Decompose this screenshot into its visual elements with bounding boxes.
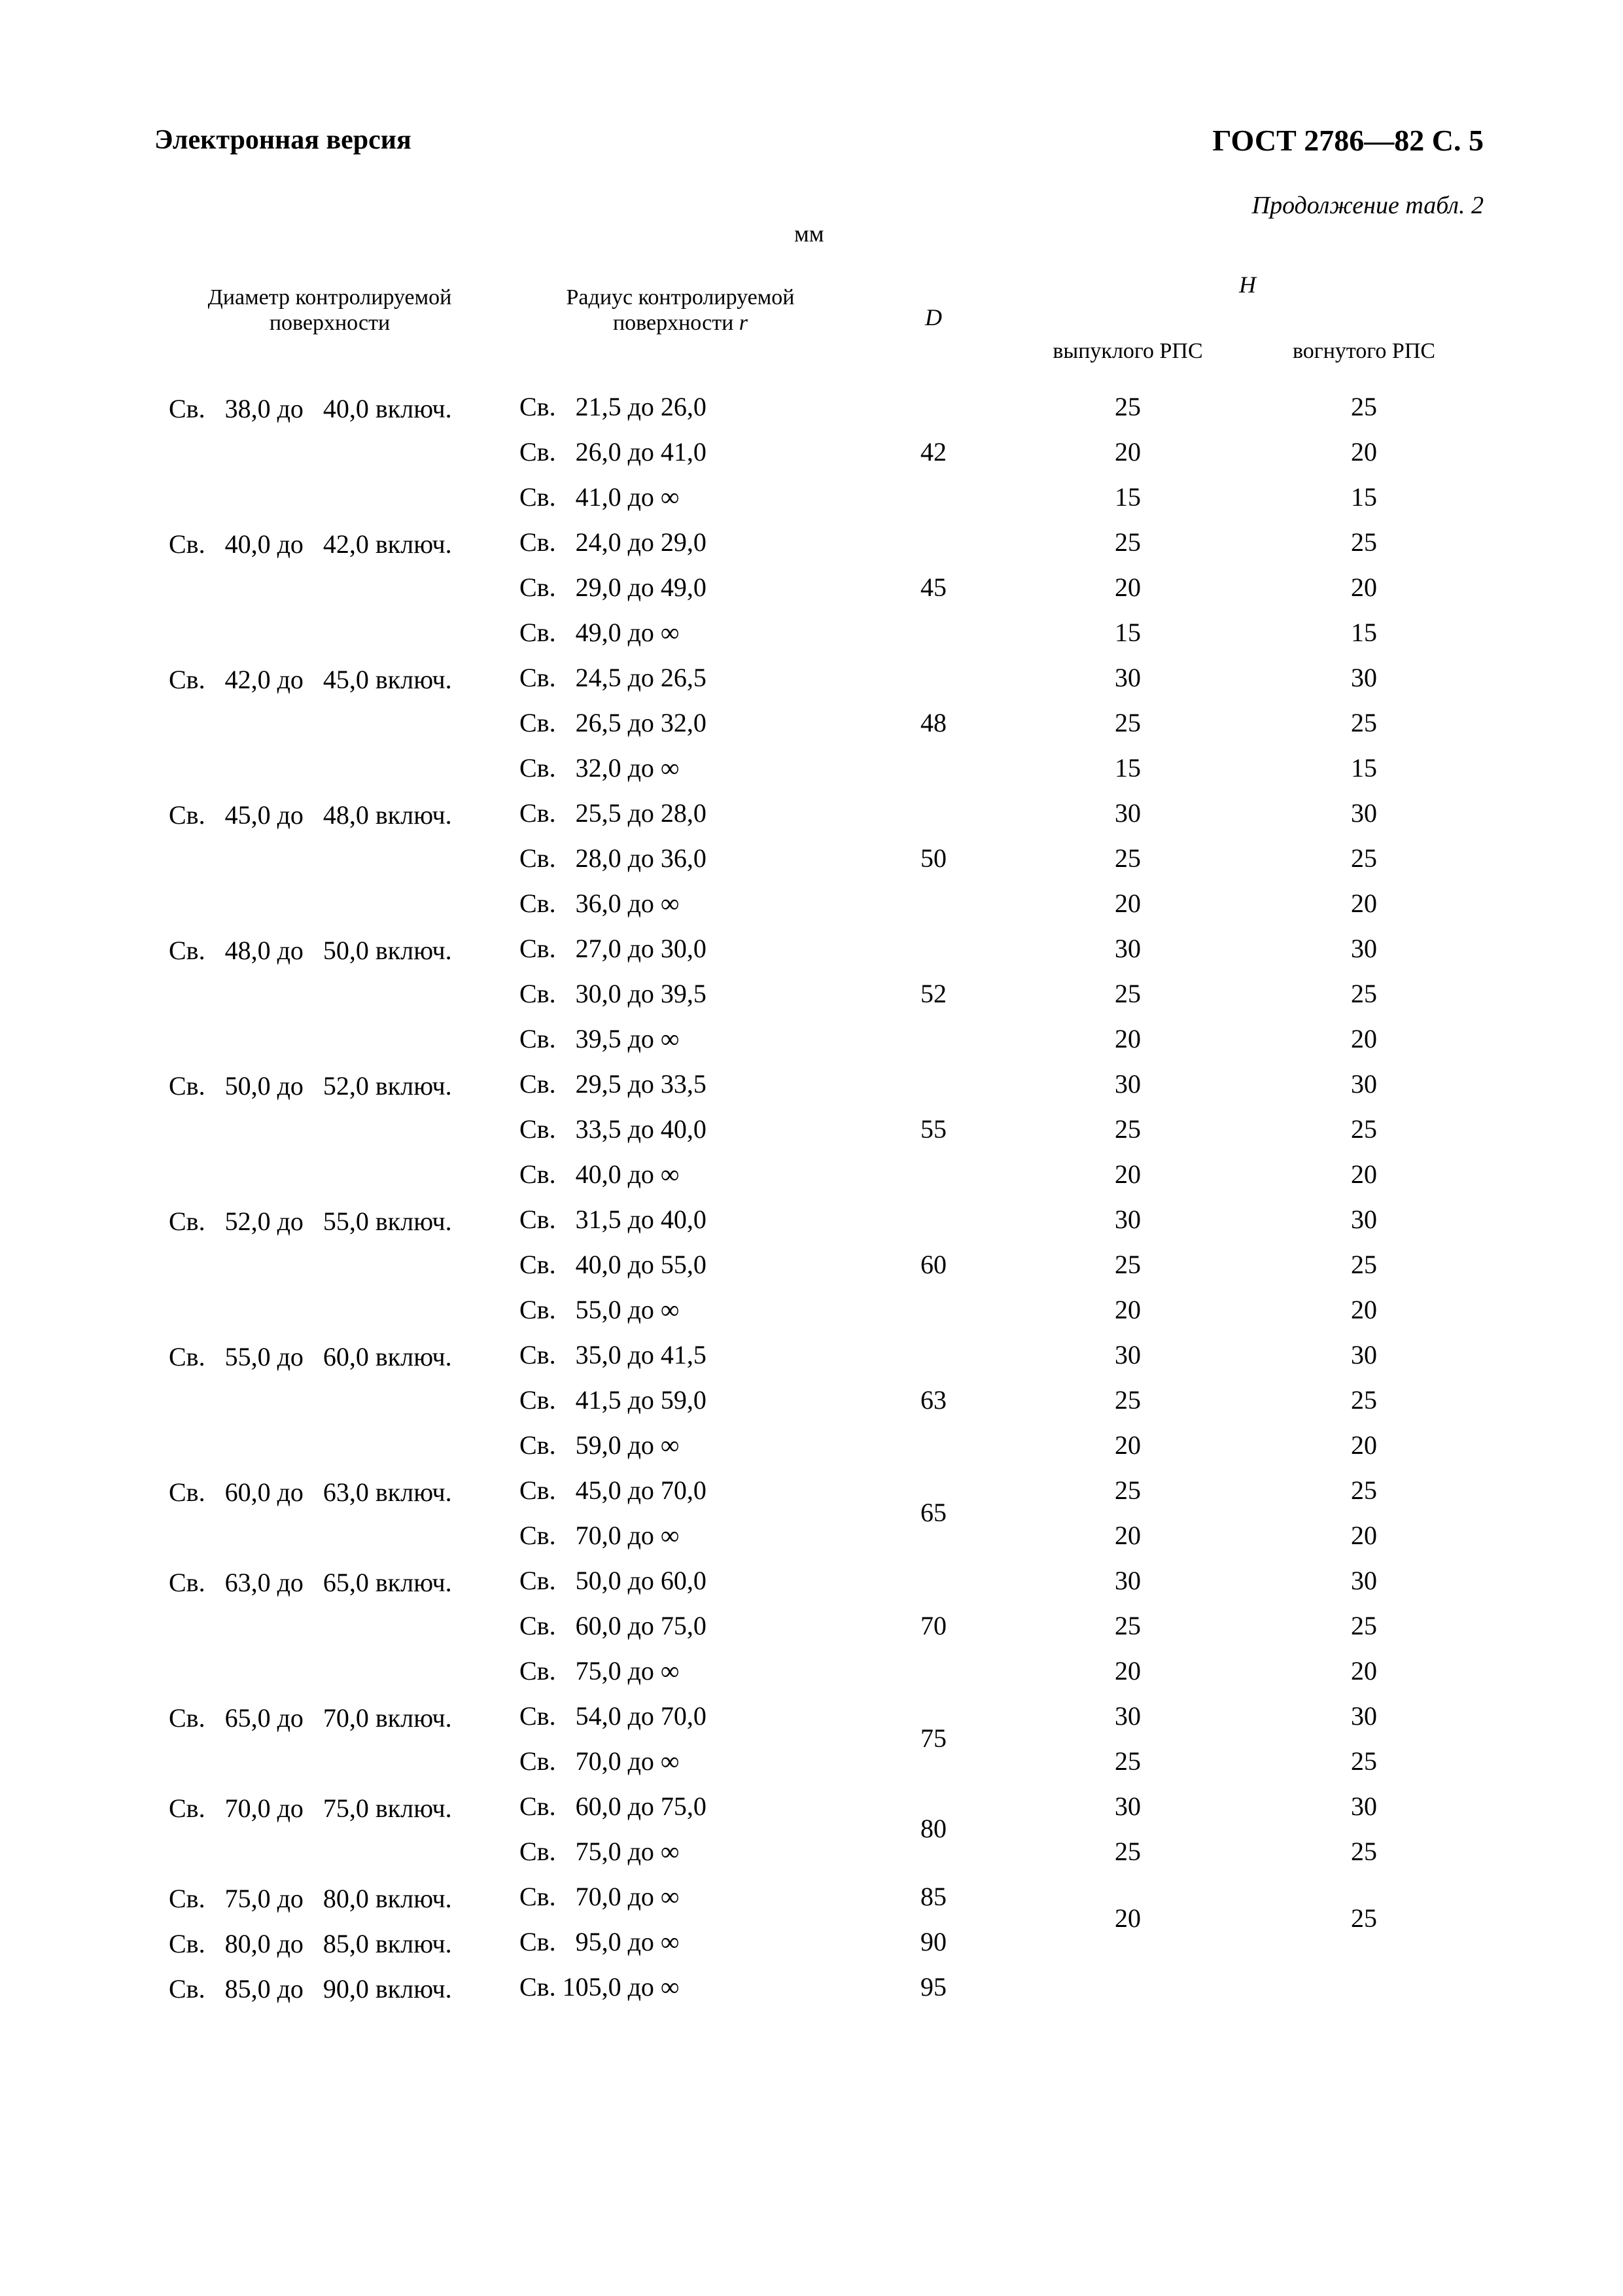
h-convex-cell: 20 xyxy=(1115,1655,1141,1686)
radius-cell: Св. 70,0 до ∞ xyxy=(519,1746,680,1776)
table-body xyxy=(154,384,1484,2009)
table-row xyxy=(154,520,1484,565)
radius-cell: Св. 30,0 до 39,5 xyxy=(519,978,707,1008)
d-value-cell: 63 xyxy=(920,1385,947,1415)
radius-cell: Св. 41,5 до 59,0 xyxy=(519,1385,707,1415)
h-convex-cell: 20 xyxy=(1115,1430,1141,1460)
h-concave-cell: 25 xyxy=(1351,1903,1377,1933)
h-concave-cell: 25 xyxy=(1351,1836,1377,1866)
radius-cell: Св. 70,0 до ∞ xyxy=(519,1881,680,1911)
radius-cell: Св. 41,0 до ∞ xyxy=(519,482,680,512)
radius-cell: Св. 21,5 до 26,0 xyxy=(519,391,707,421)
h-convex-cell: 15 xyxy=(1115,752,1141,783)
diameter-cell: Св. 63,0 до 65,0 включ. xyxy=(169,1568,452,1597)
radius-cell: Св. 75,0 до ∞ xyxy=(519,1836,680,1866)
h-convex-cell: 25 xyxy=(1115,1746,1141,1776)
diameter-cell: Св. 42,0 до 45,0 включ. xyxy=(169,665,452,694)
radius-cell: Св. 25,5 до 28,0 xyxy=(519,798,707,828)
h-concave-cell: 20 xyxy=(1351,1159,1377,1189)
table-continuation-label: Продолжение табл. 2 xyxy=(1251,192,1484,219)
d-value-cell: 60 xyxy=(920,1249,947,1279)
h-convex-cell: 15 xyxy=(1115,482,1141,512)
h-concave-cell: 25 xyxy=(1351,1610,1377,1640)
h-concave-cell: 25 xyxy=(1351,391,1377,421)
h-concave-cell: 20 xyxy=(1351,436,1377,467)
radius-cell: Св. 45,0 до 70,0 xyxy=(519,1475,707,1505)
radius-cell: Св. 24,5 до 26,5 xyxy=(519,662,707,692)
h-convex-cell: 20 xyxy=(1115,1159,1141,1189)
h-convex-cell: 30 xyxy=(1115,933,1141,963)
h-concave-cell: 25 xyxy=(1351,1114,1377,1144)
h-convex-cell: 25 xyxy=(1115,1249,1141,1279)
col-header-h: H xyxy=(1239,271,1256,298)
h-convex-cell: 20 xyxy=(1115,1520,1141,1550)
radius-cell: Св. 31,5 до 40,0 xyxy=(519,1204,707,1234)
diameter-cell: Св. 52,0 до 55,0 включ. xyxy=(169,1207,452,1236)
h-concave-cell: 30 xyxy=(1351,662,1377,692)
radius-cell: Св. 39,5 до ∞ xyxy=(519,1023,680,1053)
h-concave-cell: 20 xyxy=(1351,1655,1377,1686)
table-row xyxy=(154,1197,1484,1242)
radius-cell: Св. 49,0 до ∞ xyxy=(519,617,680,647)
col-header-diameter: Диаметр контролируемой поверхности xyxy=(207,285,452,336)
col-header-h-convex: выпуклого РПС xyxy=(1053,338,1203,363)
radius-cell: Св. 27,0 до 30,0 xyxy=(519,933,707,963)
radius-cell: Св. 40,0 до 55,0 xyxy=(519,1249,707,1279)
h-convex-cell: 25 xyxy=(1115,527,1141,557)
col-header-h-concave: вогнутого РПС xyxy=(1292,338,1436,363)
dimensions-table xyxy=(154,252,1484,2009)
h-concave-cell: 25 xyxy=(1351,707,1377,737)
diameter-cell: Св. 38,0 до 40,0 включ. xyxy=(169,394,452,423)
h-concave-cell: 15 xyxy=(1351,617,1377,647)
table-row xyxy=(154,1693,1484,1739)
d-value-cell: 65 xyxy=(920,1498,947,1527)
h-concave-cell: 20 xyxy=(1351,1430,1377,1460)
h-convex-cell: 25 xyxy=(1115,391,1141,421)
h-convex-cell: 30 xyxy=(1115,798,1141,828)
d-value-cell: 75 xyxy=(920,1723,947,1753)
table-row xyxy=(154,655,1484,700)
h-convex-cell: 30 xyxy=(1115,1339,1141,1369)
h-concave-cell: 30 xyxy=(1351,1565,1377,1595)
d-value-cell: 70 xyxy=(920,1610,947,1640)
h-concave-cell: 15 xyxy=(1351,752,1377,783)
d-value-cell: 48 xyxy=(920,707,947,737)
radius-symbol: r xyxy=(739,311,748,336)
table-row xyxy=(154,1784,1484,1829)
standard-page-number: ГОСТ 2786—82 С. 5 xyxy=(1212,124,1484,157)
diameter-cell: Св. 48,0 до 50,0 включ. xyxy=(169,936,452,965)
h-convex-cell: 30 xyxy=(1115,1204,1141,1234)
document-source-label: Электронная версия xyxy=(154,125,411,155)
table-row xyxy=(154,790,1484,836)
h-concave-cell: 30 xyxy=(1351,1791,1377,1821)
d-value-cell: 85 xyxy=(920,1881,947,1911)
h-convex-cell: 20 xyxy=(1115,572,1141,602)
h-concave-cell: 20 xyxy=(1351,1520,1377,1550)
radius-cell: Св. 60,0 до 75,0 xyxy=(519,1610,707,1640)
h-concave-cell: 30 xyxy=(1351,798,1377,828)
diameter-cell: Св. 60,0 до 63,0 включ. xyxy=(169,1477,452,1507)
h-concave-cell: 20 xyxy=(1351,572,1377,602)
table-row xyxy=(154,1558,1484,1603)
h-concave-cell: 25 xyxy=(1351,1385,1377,1415)
d-value-cell: 55 xyxy=(920,1114,947,1144)
diameter-cell: Св. 80,0 до 85,0 включ. xyxy=(169,1929,452,1958)
table-row xyxy=(154,1332,1484,1377)
radius-cell: Св. 29,5 до 33,5 xyxy=(519,1069,707,1099)
radius-cell: Св. 40,0 до ∞ xyxy=(519,1159,680,1189)
radius-cell: Св. 24,0 до 29,0 xyxy=(519,527,707,557)
radius-cell: Св. 33,5 до 40,0 xyxy=(519,1114,707,1144)
radius-cell: Св. 26,5 до 32,0 xyxy=(519,707,707,737)
table-row xyxy=(154,1468,1484,1513)
h-concave-cell: 30 xyxy=(1351,933,1377,963)
d-value-cell: 50 xyxy=(920,843,947,873)
radius-cell: Св. 26,0 до 41,0 xyxy=(519,436,707,467)
h-concave-cell: 25 xyxy=(1351,843,1377,873)
h-concave-cell: 25 xyxy=(1351,1475,1377,1505)
h-convex-cell: 25 xyxy=(1115,1610,1141,1640)
radius-cell: Св. 75,0 до ∞ xyxy=(519,1655,680,1686)
diameter-cell: Св. 45,0 до 48,0 включ. xyxy=(169,800,452,830)
table-row xyxy=(154,1061,1484,1106)
h-convex-cell: 25 xyxy=(1115,1475,1141,1505)
radius-cell: Св. 70,0 до ∞ xyxy=(519,1520,680,1550)
radius-cell: Св. 28,0 до 36,0 xyxy=(519,843,707,873)
table-row xyxy=(154,384,1484,429)
diameter-cell: Св. 85,0 до 90,0 включ. xyxy=(169,1974,452,2004)
d-value-cell: 80 xyxy=(920,1814,947,1843)
diameter-cell: Св. 70,0 до 75,0 включ. xyxy=(169,1793,452,1823)
h-convex-cell: 20 xyxy=(1115,1023,1141,1053)
h-concave-cell: 30 xyxy=(1351,1204,1377,1234)
h-convex-cell: 25 xyxy=(1115,1385,1141,1415)
d-value-cell: 45 xyxy=(920,572,947,602)
h-convex-cell: 15 xyxy=(1115,617,1141,647)
radius-cell: Св. 54,0 до 70,0 xyxy=(519,1701,707,1731)
h-concave-cell: 30 xyxy=(1351,1339,1377,1369)
h-convex-cell: 20 xyxy=(1115,436,1141,467)
d-value-cell: 90 xyxy=(920,1926,947,1956)
diameter-cell: Св. 65,0 до 70,0 включ. xyxy=(169,1703,452,1733)
radius-cell: Св. 32,0 до ∞ xyxy=(519,752,680,783)
h-concave-cell: 30 xyxy=(1351,1701,1377,1731)
h-concave-cell: 20 xyxy=(1351,1294,1377,1324)
radius-cell: Св. 59,0 до ∞ xyxy=(519,1430,680,1460)
radius-cell: Св. 105,0 до ∞ xyxy=(519,1971,680,2002)
h-convex-cell: 25 xyxy=(1115,707,1141,737)
col-header-d: D xyxy=(925,304,942,331)
radius-cell: Св. 95,0 до ∞ xyxy=(519,1926,680,1956)
h-convex-cell: 25 xyxy=(1115,1114,1141,1144)
h-concave-cell: 30 xyxy=(1351,1069,1377,1099)
units-label: мм xyxy=(794,221,824,247)
radius-cell: Св. 35,0 до 41,5 xyxy=(519,1339,707,1369)
h-convex-cell: 20 xyxy=(1115,1294,1141,1324)
h-convex-cell: 25 xyxy=(1115,843,1141,873)
h-convex-cell: 30 xyxy=(1115,1791,1141,1821)
h-concave-cell: 25 xyxy=(1351,978,1377,1008)
h-convex-cell: 20 xyxy=(1115,1903,1141,1933)
table-row xyxy=(154,1874,1484,1919)
d-value-cell: 42 xyxy=(920,436,947,467)
radius-cell: Св. 55,0 до ∞ xyxy=(519,1294,680,1324)
col-header-radius: Радиус контролируемой поверхности r xyxy=(566,285,795,336)
h-convex-cell: 25 xyxy=(1115,978,1141,1008)
diameter-cell: Св. 55,0 до 60,0 включ. xyxy=(169,1342,452,1371)
h-convex-cell: 20 xyxy=(1115,888,1141,918)
d-value-cell: 95 xyxy=(920,1971,947,2002)
header-row xyxy=(154,252,1484,318)
diameter-cell: Св. 50,0 до 52,0 включ. xyxy=(169,1071,452,1101)
diameter-cell: Св. 40,0 до 42,0 включ. xyxy=(169,529,452,559)
radius-cell: Св. 36,0 до ∞ xyxy=(519,888,680,918)
h-convex-cell: 30 xyxy=(1115,662,1141,692)
table-row xyxy=(154,926,1484,971)
diameter-cell: Св. 75,0 до 80,0 включ. xyxy=(169,1884,452,1913)
radius-cell: Св. 60,0 до 75,0 xyxy=(519,1791,707,1821)
h-concave-cell: 25 xyxy=(1351,527,1377,557)
d-value-cell: 52 xyxy=(920,978,947,1008)
h-concave-cell: 25 xyxy=(1351,1746,1377,1776)
h-concave-cell: 25 xyxy=(1351,1249,1377,1279)
h-concave-cell: 20 xyxy=(1351,888,1377,918)
radius-cell: Св. 29,0 до 49,0 xyxy=(519,572,707,602)
h-convex-cell: 30 xyxy=(1115,1565,1141,1595)
radius-cell: Св. 50,0 до 60,0 xyxy=(519,1565,707,1595)
h-convex-cell: 25 xyxy=(1115,1836,1141,1866)
h-concave-cell: 20 xyxy=(1351,1023,1377,1053)
h-concave-cell: 15 xyxy=(1351,482,1377,512)
h-convex-cell: 30 xyxy=(1115,1069,1141,1099)
h-convex-cell: 30 xyxy=(1115,1701,1141,1731)
